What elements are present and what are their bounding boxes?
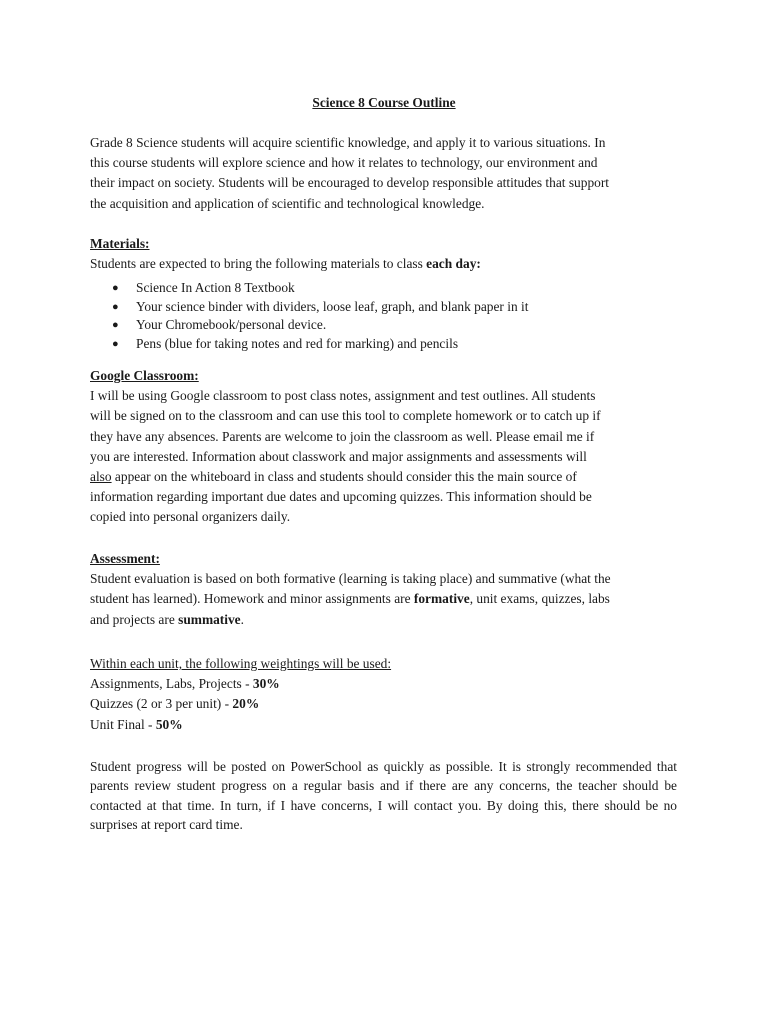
intro-line: Grade 8 Science students will acquire scientific knowledge, and apply it to various situations. In [90, 135, 606, 150]
materials-section [90, 234, 680, 274]
google-line: information regarding important due dates and upcoming quizzes. This information should be [90, 489, 592, 505]
intro-line: this course students will explore science and how it relates to technology, our environment and [90, 155, 598, 171]
google-line: will be signed on to the classroom and can use this tool to complete homework or to catch up if [90, 408, 601, 424]
weightings-section [90, 654, 680, 735]
list-item: ● Science In Action 8 Textbook [90, 279, 670, 298]
assessment-line: and projects are summative. [90, 611, 244, 627]
weighting-value: 50% [155, 716, 183, 732]
weighting-row: Unit Final - 50% [90, 716, 183, 732]
formative-term: formative [413, 591, 470, 607]
intro-line: their impact on society. Students will be encouraged to develop responsible attitudes that support [90, 175, 610, 191]
summative-term: summative [178, 611, 241, 627]
assessment-line: student has learned). Homework and minor assignments are formative, unit exams, quizzes, labs [90, 591, 610, 607]
also-word: also [90, 469, 112, 485]
bullet-icon: ● [112, 300, 119, 313]
google-classroom-section [90, 366, 680, 528]
materials-lead: Students are expected to bring the following materials to class [90, 256, 427, 272]
bullet-icon: ● [112, 319, 119, 332]
google-line: also appear on the whiteboard in class and students should consider this the main source of [90, 469, 577, 485]
list-item: ● Your Chromebook/personal device. [90, 316, 670, 335]
page-title: Science 8 Course Outline [312, 95, 456, 110]
assessment-line: Student evaluation is based on both formative (learning is taking place) and summative (what the [90, 571, 611, 587]
progress-paragraph: Student progress will be posted on PowerSchool as quickly as possible. It is strongly recommended that parents review student progress on a regular basis and if there are any concerns, the teacher should be contacted at that time. In turn, if I have concerns, I will contact you. By doing this, there should be no surprises at report card time. [90, 759, 677, 833]
weighting-value: 30% [252, 676, 280, 692]
google-classroom-heading: Google Classroom: [90, 368, 199, 383]
intro-line: the acquisition and application of scientific and technological knowledge. [90, 195, 485, 211]
assessment-heading: Assessment: [90, 551, 160, 566]
intro-paragraph [90, 133, 680, 214]
assessment-section [90, 549, 680, 630]
google-line: you are interested. Information about classwork and major assignments and assessments will [90, 448, 587, 464]
list-item: ● Pens (blue for taking notes and red for marking) and pencils [90, 335, 670, 354]
list-item: ● Your science binder with dividers, loose leaf, graph, and blank paper in it [90, 298, 670, 317]
google-line: they have any absences. Parents are welcome to join the classroom as well. Please email me if [90, 428, 595, 444]
weighting-value: 20% [232, 696, 260, 712]
bullet-icon: ● [112, 282, 119, 294]
materials-heading: Materials: [90, 236, 150, 251]
materials-lead-bold: each day: [426, 256, 481, 272]
weighting-row: Assignments, Labs, Projects - 30% [90, 676, 280, 692]
google-line: copied into personal organizers daily. [90, 509, 291, 525]
weighting-row: Quizzes (2 or 3 per unit) - 20% [90, 696, 260, 712]
bullet-icon: ● [112, 337, 119, 350]
weightings-intro: Within each unit, the following weightings will be used: [90, 656, 392, 671]
materials-list [90, 279, 670, 353]
google-line: I will be using Google classroom to post class notes, assignment and test outlines. All students [90, 388, 596, 404]
